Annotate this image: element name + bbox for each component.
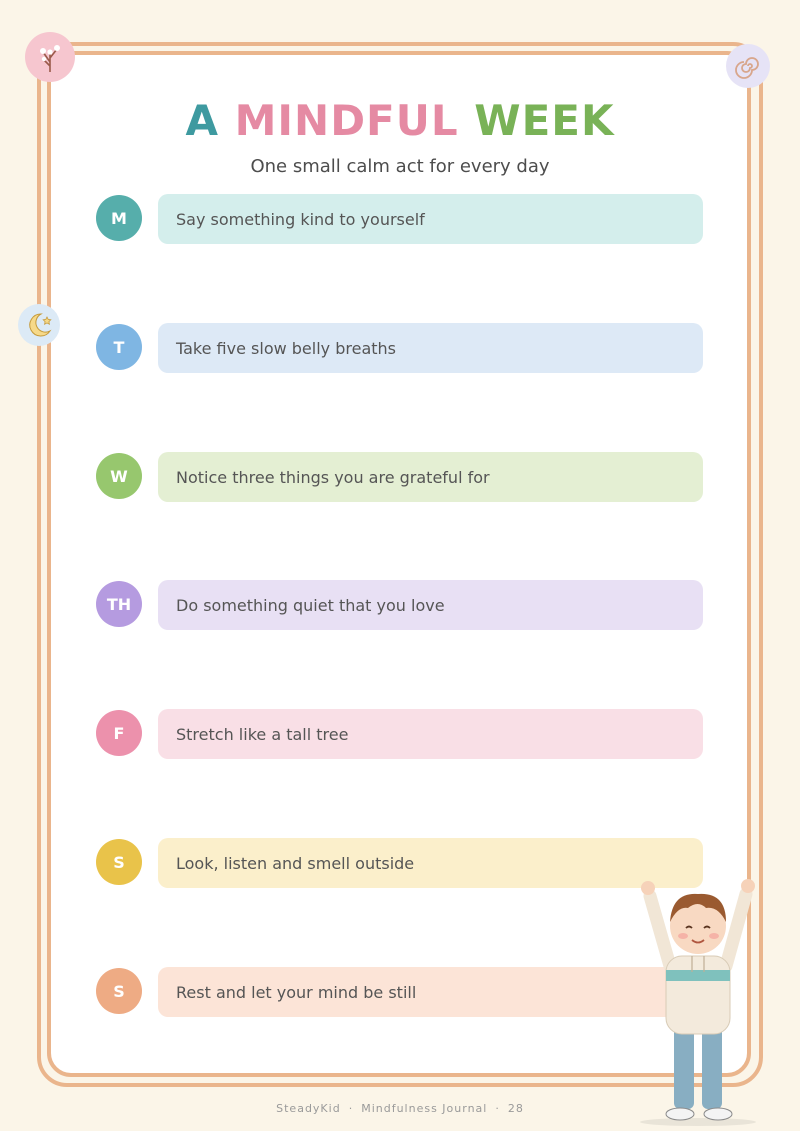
waving-boy-illustration xyxy=(628,874,768,1128)
day-activity: Rest and let your mind be still xyxy=(158,967,703,1017)
footer-brand: SteadyKid xyxy=(276,1102,341,1115)
day-row-monday xyxy=(96,194,703,244)
day-circle: M xyxy=(96,195,142,241)
day-activity: Do something quiet that you love xyxy=(158,580,703,630)
day-activity: Take five slow belly breaths xyxy=(158,323,703,373)
day-activity: Stretch like a tall tree xyxy=(158,709,703,759)
footer-title: Mindfulness Journal xyxy=(361,1102,488,1115)
crescent-moon-icon xyxy=(18,304,60,346)
day-circle: S xyxy=(96,968,142,1014)
day-row-friday xyxy=(96,709,703,759)
page-subtitle: One small calm act for every day xyxy=(250,156,550,177)
day-row-wednesday xyxy=(96,452,703,502)
day-activity: Notice three things you are grateful for xyxy=(158,452,703,502)
day-row-sunday xyxy=(96,967,703,1017)
day-circle: S xyxy=(96,839,142,885)
title-word-mindful: MINDFUL xyxy=(234,96,459,145)
day-row-saturday xyxy=(96,838,703,888)
title-word-a: A xyxy=(185,96,219,145)
day-activity: Say something kind to yourself xyxy=(158,194,703,244)
day-circle: TH xyxy=(96,581,142,627)
page-title xyxy=(0,96,800,145)
day-row-thursday xyxy=(96,580,703,630)
footer-page-number: 28 xyxy=(507,1102,524,1115)
day-row-tuesday xyxy=(96,323,703,373)
day-circle: W xyxy=(96,453,142,499)
title-word-week: WEEK xyxy=(474,96,615,145)
page-footer: SteadyKid · Mindfulness Journal · 28 xyxy=(276,1102,524,1115)
day-circle: T xyxy=(96,324,142,370)
flower-branch-icon xyxy=(25,32,75,82)
spiral-shell-icon xyxy=(726,44,770,88)
day-circle: F xyxy=(96,710,142,756)
day-activity: Look, listen and smell outside xyxy=(158,838,703,888)
